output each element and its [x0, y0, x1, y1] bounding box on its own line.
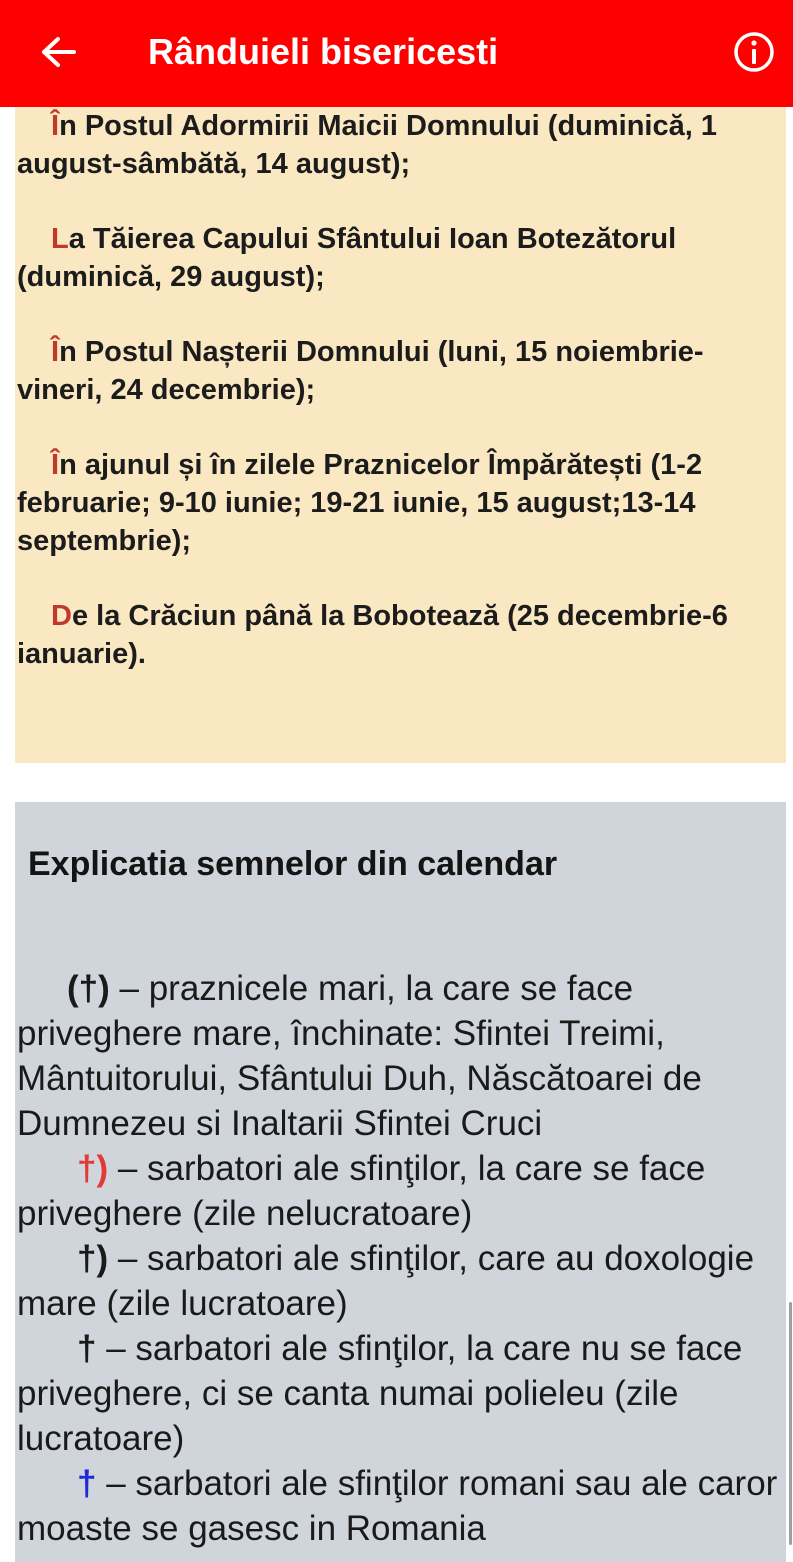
back-button[interactable]	[36, 26, 80, 78]
cross-symbol: †	[77, 1464, 97, 1503]
drop-cap: Î	[51, 110, 60, 142]
drop-cap: D	[51, 600, 72, 632]
legend-item-text: – sarbatori ale sfinţilor, la care se face priveghere (zile nelucratoare)	[17, 1149, 706, 1233]
cross-symbol: †	[77, 1329, 97, 1368]
fasting-item-text: n Postul Adormirii Maicii Domnului (duminică, 1 august-sâmbătă, 14 august);	[17, 110, 717, 180]
fasting-item-text: a Tăierea Capului Sfântului Ioan Botezătorul (duminică, 29 august);	[17, 223, 677, 293]
cross-symbol: †)	[77, 1239, 109, 1278]
info-button[interactable]	[730, 28, 778, 76]
legend-list	[17, 966, 787, 1551]
app-bar	[0, 0, 793, 107]
cross-symbol: †)	[77, 1149, 109, 1188]
legend-item-text: – sarbatori ale sfinţilor, la care nu se face priveghere, ci se canta numai polieleu (zile lucratoare)	[17, 1329, 743, 1458]
fasting-item	[17, 107, 787, 183]
fasting-item-text: n ajunul și în zilele Praznicelor Împărătești (1-2 februarie; 9-10 iunie; 19-21 iunie, 15 august;13-14 septembrie);	[17, 449, 703, 557]
drop-cap: L	[51, 223, 69, 255]
fasting-item	[17, 333, 787, 409]
drop-cap: Î	[51, 449, 60, 481]
legend-title: Explicatia semnelor din calendar	[28, 845, 558, 883]
fasting-item	[17, 446, 787, 560]
fasting-item-text: e la Crăciun până la Bobotează (25 decembrie-6 ianuarie).	[17, 600, 728, 670]
fasting-item	[17, 597, 787, 673]
legend-item	[17, 1146, 787, 1236]
info-circle-icon	[732, 30, 776, 74]
legend-item	[17, 1236, 787, 1326]
legend-item-text: – sarbatori ale sfinţilor romani sau ale caror moaste se gasesc in Romania	[17, 1464, 778, 1548]
fasting-item	[17, 220, 787, 296]
drop-cap: Î	[51, 336, 60, 368]
legend-item	[17, 1326, 787, 1461]
scrollbar[interactable]	[789, 1302, 792, 1545]
app-title: Rânduieli bisericesti	[148, 31, 499, 72]
cross-symbol: (†)	[67, 969, 110, 1008]
legend-item	[17, 1461, 787, 1551]
legend-item-text: – praznicele mari, la care se face priveghere mare, închinate: Sfintei Treimi, Mântuitorului, Sfântului Duh, Născătoarei de Dumnezeu si Inaltarii Sfintei Cruci	[17, 969, 702, 1143]
legend-item	[17, 966, 787, 1146]
legend-item-text: – sarbatori ale sfinţilor, care au doxologie mare (zile lucratoare)	[17, 1239, 755, 1323]
fasting-periods-list	[17, 107, 787, 710]
fasting-item-text: n Postul Nașterii Domnului (luni, 15 noiembrie-vineri, 24 decembrie);	[17, 336, 704, 406]
arrow-left-icon	[38, 35, 78, 69]
